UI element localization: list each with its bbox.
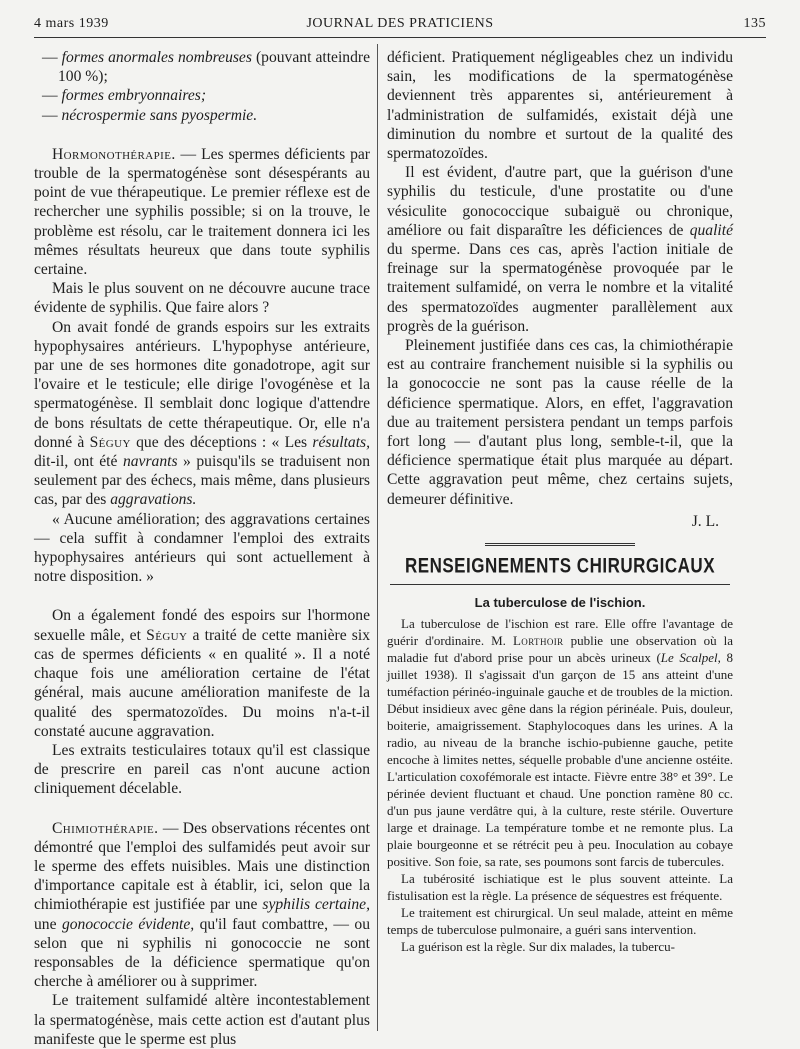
article-title: La tuberculose de l'ischion. <box>474 594 646 610</box>
paragraph: Il est évident, d'autre part, que la guérison d'une syphilis du testicule, d'une prostatite ou d'une vésiculite gonococcique subaiguë ou chronique, améliore ou fait disparaître les déficiences de qualité du sperme. Dans ces cas, après l'action initiale de freinage sur la spermatogénèse provoquée par le traitement sulfamidé, on verra le nombre et la vitalité des spermatozoïdes augmenter parallèlement aux progrès de la guérison. <box>387 164 733 335</box>
article-paragraph: La guérison est la règle. Sur dix malades, la tubercu- <box>401 938 675 954</box>
article-paragraph: La tuberculose de l'ischion est rare. Elle offre l'avantage de guérir d'ordinaire. M. Lorthoir publie une observation où la maladie fut d'abord prise pour un abcès urineux (Le Scalpel, 8 juillet 1938). Il s'agissait d'un garçon de 15 ans atteint d'une tuméfaction périnéo-inguinale gauche et de troubles de la miction. Début insidieux avec gêne dans la région périnéale. Puis, douleur, boiterie, amaigrissement. Staphylocoques dans les urines. A la radio, au niveau de la branche ischio-pubienne gauche, petite encoche à limites nettes, séquelle probable d'une ancienne ostéite. L'articulation coxofémorale est intacte. Fièvre entre 38° et 39°. Le périnée devient fluctuant et chaud. Une ponction ramène 80 cc. d'un pus jaune verdâtre qui, à la culture, reste stérile. Ouverture large et drainage. La température tombe et ne remonte plus. La plaie bourgeonne et se rétrécit peu à peu. Inoculation au cobaye positive. Son foie, sa rate, ses poumons sont farcis de tubercules. <box>387 615 733 869</box>
article-paragraph: Le traitement est chirurgical. Un seul malade, atteint en même temps de tuberculose pulmonaire, a guéri sans intervention. <box>387 904 733 937</box>
list-item: — formes anormales nombreuses (pouvant atteindre 100 %); <box>42 49 370 86</box>
paragraph: Les extraits testiculaires totaux qu'il est classique de prescrire en pareil cas n'ont aucune action cliniquement décelable. <box>34 741 370 798</box>
paragraph-quote: « Aucune amélioration; des aggravations certaines — cela suffit à condamner l'emploi des extraits hypophysaires antérieurs qui sont actuellement à notre disposition. » <box>34 510 370 586</box>
list-item: — nécrospermie sans pyospermie. <box>42 106 258 124</box>
paragraph: Le traitement sulfamidé altère incontestablement la spermatogénèse, mais cette action est d'autant plus manifeste que le sperme est plus <box>34 992 370 1048</box>
list-item: — formes embryonnaires; <box>42 87 207 105</box>
signature: J. L. <box>691 512 719 530</box>
paragraph: déficient. Pratiquement négligeables chez un individu sain, les modifications de la spermatogénèse deviennent très apparentes si, antérieurement à l'administration de sulfamidés, existait déjà une diminution du nombre et surtout de la qualité des spermatozoïdes. <box>387 49 733 163</box>
banner-underline <box>390 584 730 585</box>
column-divider <box>377 44 378 1031</box>
journal-title: JOURNAL DES PRATICIENS <box>306 16 494 31</box>
issue-date: 4 mars 1939 <box>34 16 109 31</box>
right-column <box>387 48 733 955</box>
page-header <box>34 14 766 36</box>
paragraph: On a également fondé des espoirs sur l'hormone sexuelle mâle, et Séguy a traité de cette manière six cas de spermes déficients « en qualité ». Il a noté chaque fois une amélioration certaine de l'état général, mais aucune amélioration manifeste de la qualité des spermatozoïdes. Du moins n'a-t-il constaté aucune aggravation. <box>34 607 371 740</box>
section-title: RENSEIGNEMENTS CHIRURGICAUX <box>404 553 716 578</box>
paragraph-hormonotherapie: Hormonothérapie. — Les spermes déficients par trouble de la spermatogénèse sont désespérants au point de vue thérapeutique. Le premier réflexe est de rechercher une syphilis possible; si on la trouve, le problème est résolu, car le traitement donnera ici les mêmes résultats heureux que dans toute syphilis certaine. <box>34 145 370 279</box>
left-column <box>34 48 370 1049</box>
banner-rule <box>485 543 635 546</box>
paragraph: Mais le plus souvent on ne découvre aucune trace évidente de syphilis. Que faire alors ? <box>34 280 370 317</box>
paragraph: On avait fondé de grands espoirs sur les extraits hypophysaires antérieurs. L'hypophyse antérieure, par une de ses hormones dite gonadotrope, agit sur l'ovaire et le testicule; elle dirige l'ovogénèse et la spermatogénèse. Il semblait donc logique d'attendre de bons résultats de cette thérapeutique. Or, elle n'a donné à Séguy que des déceptions : « Les résultats, dit-il, ont été navrants » puisqu'ils se traduisent non seulement par des échecs, mais même, dans plusieurs cas, par des aggravations. <box>34 318 371 509</box>
section-banner <box>387 543 733 585</box>
header-rule <box>34 37 766 38</box>
article-paragraph: La tubérosité ischiatique est le plus souvent atteinte. La fistulisation est la règle. La présence de séquestres est fréquente. <box>387 870 733 903</box>
paragraph: Pleinement justifiée dans ces cas, la chimiothérapie est au contraire franchement nuisible si la syphilis ou la gonococcie ne sont pas la cause réelle de la déficience spermatique. Alors, en effet, l'aggravation due au traitement persistera pendant un temps parfois fort long — d'autant plus long, semble-t-il, que la déficience spermatique était plus marquée au départ. Cette aggravation peut même, chez certains sujets, demeurer définitive. <box>387 337 733 508</box>
page-number: 135 <box>743 16 766 31</box>
paragraph-chimiotherapie: Chimiothérapie. — Des observations récentes ont démontré que l'emploi des sulfamidés peut avoir sur le sperme des effets nuisibles. Mais une distinction d'importance capitale est à établir, ici, selon que la chimiothérapie est justifiée par une syphilis certaine, une gonococcie évidente, qu'il faut combattre, — ou selon que ni syphilis ni gonococcie ne sont responsables de la déficience spermatique qu'on cherche à améliorer ou à supprimer. <box>34 819 371 991</box>
